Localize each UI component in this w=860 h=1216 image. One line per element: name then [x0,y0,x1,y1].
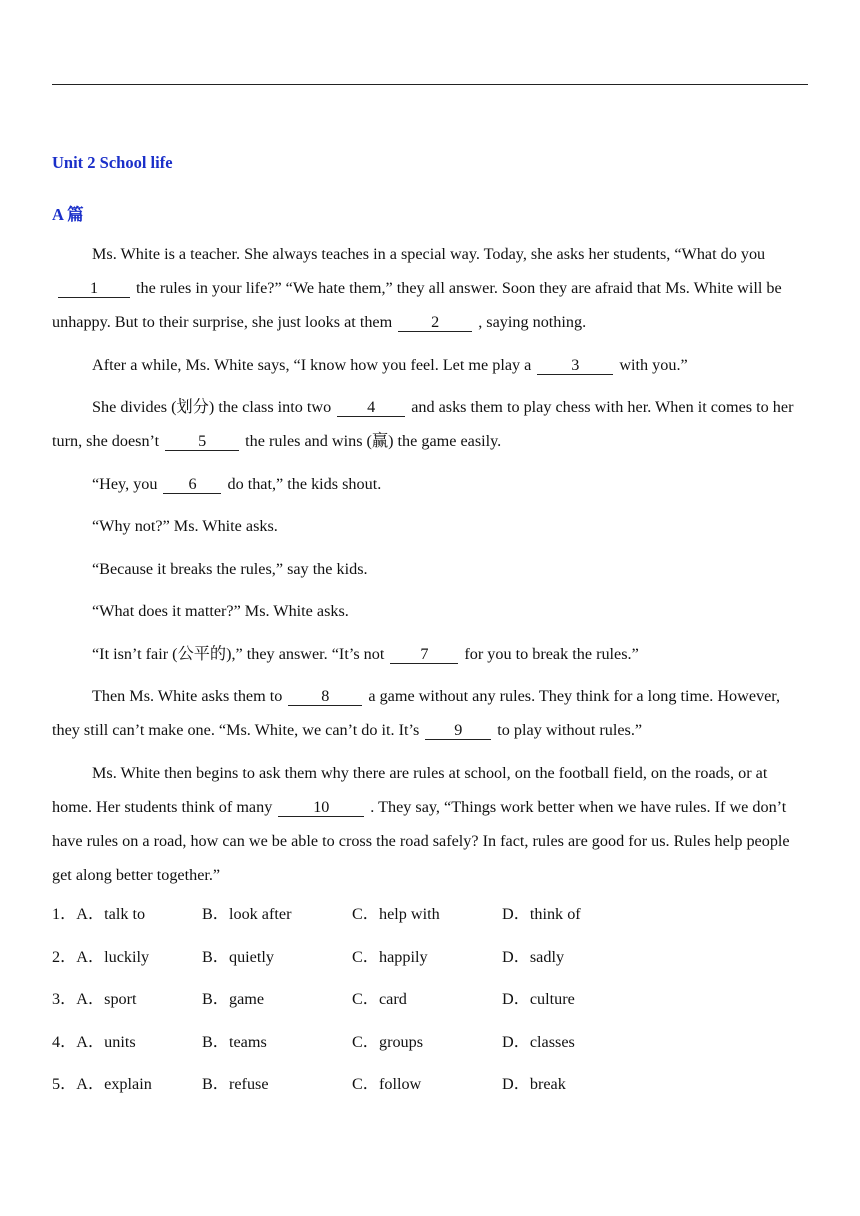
option-choice: C．groups [352,1032,424,1051]
answer-blank-1: 1 [58,279,130,298]
option-choice: 2．A．luckily [52,947,150,966]
paragraph [52,237,808,339]
paragraph-text: Ms. White is a teacher. She always teaches in a special way. Today, she asks her students, “What do you [92,245,766,263]
option-choice: 4．A．units [52,1032,136,1051]
paragraph-text: the rules and wins (赢) the game easily. [245,432,502,450]
option-choice: C．card [352,990,407,1008]
option-choice: 1．A．talk to [52,905,146,923]
paragraph-text: and asks them to play chess with her. When it comes to her turn, she doesn’t [52,398,794,450]
paragraph-text: with you.” [619,355,688,374]
page-title: Unit 2 School life [52,153,173,172]
paragraph-text: “Why not?” Ms. White asks. [92,517,278,535]
option-choice: D．classes [502,1032,575,1051]
answer-blank-10: 10 [278,798,364,817]
paragraph [52,637,808,671]
option-choice: B．quietly [202,947,274,966]
option-choice: B．teams [202,1032,267,1051]
option-choice: D．break [502,1075,566,1093]
paragraph-text: After a while, Ms. White says, “I know how you feel. Let me play a [92,355,532,374]
option-choice: 3．A．sport [52,990,137,1008]
answer-blank-4: 4 [337,398,405,417]
option-row [52,897,652,940]
paragraph-text: “Hey, you [92,474,158,493]
paragraph-text: “Because it breaks the rules,” say the kids. [92,559,368,578]
option-choice: 5．A．explain [52,1075,152,1093]
paragraph [52,679,808,747]
paragraph-text: do that,” the kids shout. [227,474,382,493]
paragraph [52,756,808,892]
option-row [52,1025,652,1068]
paragraph-text: for you to break the rules.” [464,644,639,663]
option-choice: B．look after [202,905,292,923]
option-row [52,1067,652,1110]
paragraph-text: She divides (划分) the class into two [92,398,332,416]
option-row [52,940,652,983]
paragraph-text: . They say, “Things work better when we have rules. If we don’t have rules on a road, how can we be able to cross the road safely? In fact, rules are good for us. Rules help people get along better together.” [52,797,790,884]
paragraph-text: the rules in your life?” “We hate them,” they all answer. Soon they are afraid that Ms. White will be unhappy. But to their surprise, she just looks at them [52,279,782,331]
paragraph [52,348,808,382]
paragraph [52,594,808,628]
option-choice: D．culture [502,990,575,1008]
option-choice: D．sadly [502,947,565,966]
options-list [52,897,652,1110]
paragraph-text: “It isn’t fair (公平的),” they answer. “It’s not [92,644,385,663]
option-choice: D．think of [502,905,581,923]
option-choice: C．follow [352,1075,422,1093]
answer-blank-8: 8 [288,687,362,706]
paragraph-text: Then Ms. White asks them to [92,687,283,705]
paragraph-text: to play without rules.” [497,721,643,739]
option-choice: B．refuse [202,1075,269,1093]
paragraph [52,509,808,543]
answer-blank-5: 5 [165,432,239,451]
paragraph-text: “What does it matter?” Ms. White asks. [92,602,349,620]
section-label: A 篇 [52,205,84,224]
paragraph [52,552,808,586]
answer-blank-2: 2 [398,313,472,332]
paragraph-text: Ms. White then begins to ask them why there are rules at school, on the football field, on the roads, or at home. Her students think of many [52,763,768,816]
option-choice: C．happily [352,947,428,966]
paragraph-text: , saying nothing. [478,313,587,331]
paragraph-text: a game without any rules. They think for a long time. However, they still can’t make one. “Ms. White, we can’t do it. It’s [52,687,781,739]
answer-blank-6: 6 [163,475,221,494]
passage [52,237,808,900]
answer-blank-3: 3 [537,356,613,375]
answer-blank-7: 7 [390,645,458,664]
option-row [52,982,652,1025]
paragraph [52,467,808,501]
paragraph [52,390,808,458]
option-choice: B．game [202,990,265,1008]
answer-blank-9: 9 [425,721,491,740]
option-choice: C．help with [352,905,440,923]
header-rule [52,84,808,85]
